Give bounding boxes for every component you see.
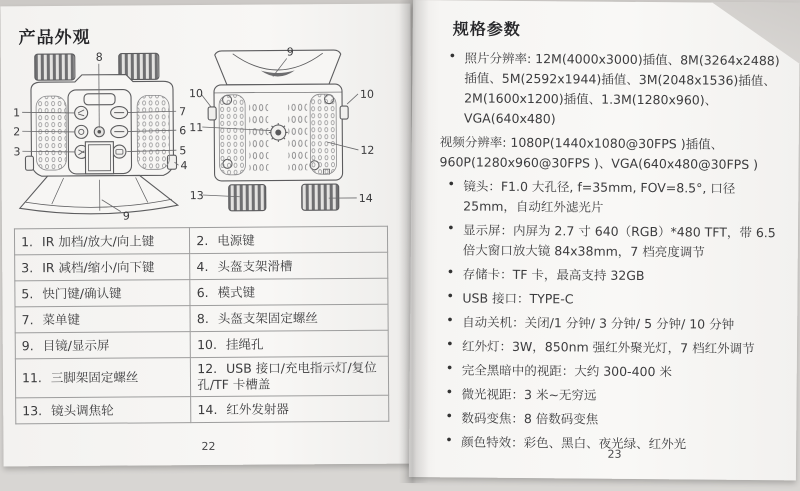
callout-label: 3: [13, 145, 21, 159]
part-number: 9.: [21, 337, 34, 353]
bullet-dot-icon: •: [446, 289, 455, 305]
callout-label: 13: [189, 189, 204, 203]
part-number: 4.: [196, 258, 209, 274]
part-name: IR 加档/放大/向上键: [41, 232, 155, 249]
bullet-dot-icon: •: [447, 177, 456, 193]
product-diagrams: [11, 42, 402, 229]
shutter-ok-button: [113, 145, 126, 158]
callout-label: 5: [179, 144, 187, 158]
table-row: [14, 226, 387, 255]
spec-text: 视频分辨率: 1080P(1440x1080@30FPS )插值、960P(1280x960@30FPS )、VGA(640x480@30FPS ): [439, 134, 759, 173]
spec-text: 存储卡：TF 卡，最高支持 32GB: [462, 266, 645, 284]
table-row: [15, 304, 388, 333]
part-name: 模式键: [217, 284, 256, 300]
callout-label: 4: [180, 159, 188, 173]
table-row: [15, 278, 388, 307]
tripod-screw-center: [275, 129, 281, 135]
part-number: 14.: [197, 401, 218, 417]
binoculars-diagram-svg: [11, 42, 402, 229]
spec-text: 镜头：F1.0 大孔径, f=35mm, FOV=8.5°, 口径 25mm，自动红外滤光片: [463, 178, 736, 215]
spec-item: [446, 288, 784, 311]
spec-item: [446, 336, 784, 359]
bullet-dot-icon: •: [446, 265, 455, 281]
part-number: 6.: [196, 284, 209, 300]
ir-up-zoom-in-button: [75, 106, 88, 119]
part-number: 13.: [22, 402, 43, 418]
battery-door: [85, 142, 113, 174]
spec-text: 红外灯：3W，850nm 强红外聚光灯，7 档红外调节: [461, 338, 755, 356]
right-page-title: 规格参数: [452, 19, 521, 39]
part-number: 12.: [197, 360, 218, 377]
part-number: 10.: [197, 336, 218, 352]
bullet-dot-icon: •: [445, 361, 454, 377]
device-bottom-view: [201, 50, 359, 211]
spec-text: 照片分辨率: 12M(4000x3000)插值、8M(3264x2488)插值、5M(2592x1944)插值、3M(2048x1536)插值、2M(1600x1200)插值、1.3M(1280x960)、VGA(640x480): [463, 50, 780, 127]
power-button: [75, 125, 88, 138]
table-row: [16, 395, 389, 424]
callout-label: 2: [13, 125, 21, 139]
part-number: 1.: [20, 233, 34, 249]
spec-item: [445, 408, 783, 431]
part-number: 8.: [196, 310, 209, 326]
spec-text: 数码变焦：8 倍数码变焦: [461, 410, 599, 427]
part-name: 菜单键: [42, 311, 81, 327]
table-row: [15, 330, 388, 359]
spec-item: [447, 176, 785, 219]
part-name: 头盔支架滑槽: [217, 257, 293, 274]
right-strap-hole: [340, 106, 348, 119]
spec-text: 显示屏：内屏为 2.7 寸 640（RGB）*480 TFT，带 6.5 倍大窗口放大镜 84x38mm，7 档亮度调节: [462, 222, 776, 260]
spec-text: 完全黑暗中的视距：大约 300-400 米: [461, 362, 673, 380]
left-page-number: 22: [201, 439, 216, 454]
table-row: [15, 252, 388, 281]
callout-label: 12: [360, 143, 375, 157]
bracket-screw-center: [97, 130, 101, 134]
device-top-view: [19, 50, 179, 214]
part-number: 5.: [21, 285, 34, 301]
part-name: 快门键/确认键: [42, 285, 122, 301]
callout-label: 6: [179, 124, 187, 138]
part-name: IR 减档/缩小/向下键: [42, 258, 155, 275]
callout-label: 9: [286, 45, 294, 59]
callout-label: 10: [359, 87, 375, 101]
bullet-dot-icon: •: [445, 385, 454, 401]
spec-text: 颜色特效：彩色、黑白、夜光绿、红外光: [461, 434, 687, 452]
manual-left-page: [0, 4, 413, 467]
spec-text: 微光视距：3 米~无穷远: [461, 386, 597, 403]
callout-label: 10: [188, 87, 204, 101]
manual-right-page: [409, 0, 800, 480]
part-number: 2.: [196, 232, 209, 248]
eyepiece-flare: [20, 175, 178, 214]
part-number: 7.: [21, 311, 34, 327]
table-row: [15, 356, 388, 398]
left-mount-lug: [25, 156, 33, 170]
bullet-dot-icon: •: [445, 409, 454, 425]
spec-item: [446, 360, 784, 383]
part-name: 三脚架固定螺丝: [50, 369, 139, 386]
bullet-dot-icon: •: [446, 313, 454, 329]
part-name: 镜头调焦轮: [51, 402, 114, 418]
part-name: 红外发射器: [226, 400, 289, 417]
bullet-dot-icon: •: [446, 221, 455, 237]
vent-holes-right: [288, 100, 307, 170]
vent-holes-left: [249, 101, 268, 171]
spec-text: USB 接口：TYPE-C: [462, 290, 574, 307]
bullet-dot-icon: •: [448, 49, 457, 65]
parts-table: [14, 226, 389, 425]
right-grip-texture: [137, 95, 170, 169]
part-number: 11.: [21, 370, 42, 386]
left-grip-texture: [36, 96, 67, 170]
bottom-left-grip: [219, 95, 246, 175]
right-page-number: 23: [607, 447, 622, 461]
bullet-dot-icon: •: [445, 337, 454, 353]
part-name: USB 接口/充电指示灯/复位孔/TF 卡槽盖: [197, 359, 377, 393]
callout-label: 7: [179, 105, 187, 119]
part-name: 挂绳孔: [225, 336, 264, 352]
left-page-title: 产品外观: [18, 27, 91, 49]
callout-label: 8: [95, 50, 103, 64]
left-lens-barrel: [35, 54, 75, 80]
bottom-right-grip: [310, 94, 337, 174]
callout-label: 11: [189, 121, 204, 135]
part-name: 目镜/显示屏: [42, 337, 110, 353]
part-number: 3.: [21, 259, 34, 275]
specs-list: [439, 44, 787, 459]
callout-label: 9: [122, 209, 130, 223]
left-strap-hole: [208, 107, 216, 120]
spec-text: 自动关机：关闭/1 分钟/ 3 分钟/ 5 分钟/ 10 分钟: [462, 314, 735, 332]
callout-label: 1: [13, 106, 21, 120]
part-name: 电源键: [217, 232, 255, 248]
spec-item: [447, 220, 785, 263]
part-name: 头盔支架固定螺丝: [217, 309, 318, 326]
spec-continuation: [439, 132, 785, 175]
spec-item: [447, 264, 785, 287]
focus-wheel-barrel: [229, 185, 266, 211]
spec-item: [445, 384, 783, 407]
eyecup-outline: [215, 50, 341, 85]
ir-emitter-barrel: [302, 184, 339, 210]
spec-item: [448, 48, 787, 131]
callout-label: 14: [358, 191, 373, 205]
bullet-dot-icon: •: [445, 433, 453, 449]
spec-item: [446, 312, 784, 335]
